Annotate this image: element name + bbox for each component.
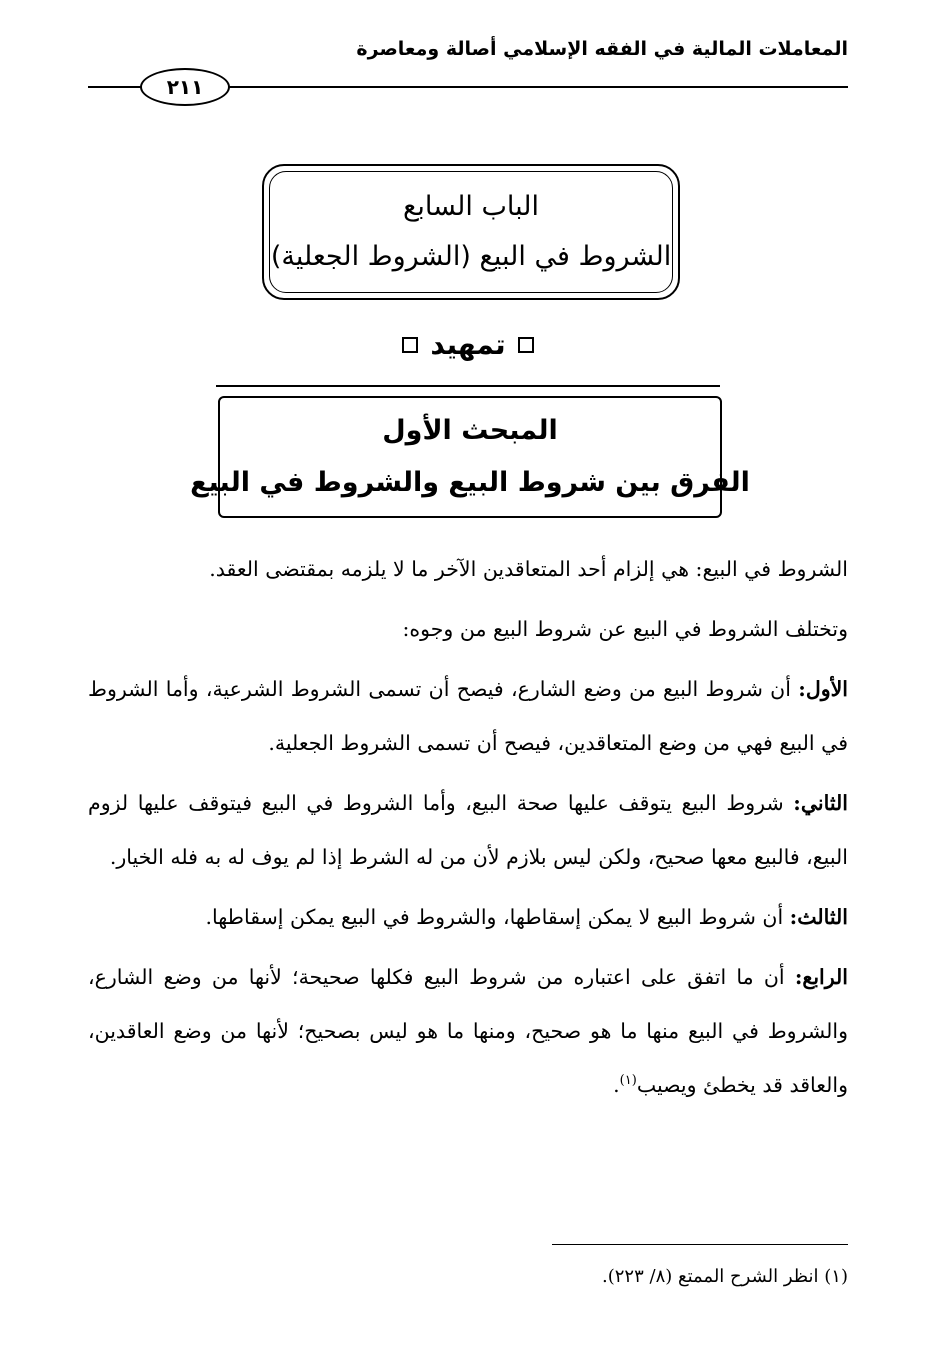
footnote-rule: [552, 1244, 848, 1245]
point-lead: الثالث:: [789, 905, 848, 929]
point-text: أن شروط البيع من وضع الشارع، فيصح أن تسمى الشروط الشرعية، وأما الشروط في البيع فهي من وضع المتعاقدين، فيصح أن تسمى الشروط الجعلية.: [88, 677, 848, 755]
definition-paragraph: الشروط في البيع: هي إلزام أحد المتعاقدين الآخر ما لا يلزمه بمقتضى العقد.: [209, 557, 848, 581]
square-bullet-icon: [518, 337, 534, 353]
point-text: أن شروط البيع لا يمكن إسقاطها، والشروط في البيع يمكن إسقاطها.: [205, 905, 790, 929]
intro-label: تمهيد: [430, 328, 506, 361]
square-bullet-icon: [402, 337, 418, 353]
point-text: شروط البيع يتوقف عليها صحة البيع، وأما الشروط في البيع فيتوقف عليها لزوم البيع، فالبيع معها صحيح، ولكن ليس بلازم لأن من له الشرط إذا لم يوف له به فله الخيار.: [88, 791, 848, 869]
section-title: الفرق بين شروط البيع والشروط في البيع: [190, 467, 750, 498]
body-text: [88, 542, 848, 1118]
point-end: .: [613, 1073, 620, 1097]
chapter-title: الشروط في البيع (الشروط الجعلية): [270, 241, 672, 272]
footnote-reference[interactable]: (١): [619, 1073, 637, 1089]
chapter-label: الباب السابع: [402, 191, 540, 222]
point-lead: الثاني:: [793, 791, 848, 815]
section-heading-box: [190, 396, 750, 518]
point-lead: الرابع:: [794, 965, 848, 989]
section-rule: [216, 385, 720, 387]
point-lead: الأول:: [798, 677, 848, 701]
chapter-heading-inner-frame: [269, 171, 673, 293]
point-paragraph-fourth: [88, 950, 848, 1112]
section-label: المبحث الأول: [382, 415, 558, 446]
page-number: ٢١١: [140, 68, 230, 106]
intro-paragraph: وتختلف الشروط في البيع عن شروط البيع من وجوه:: [402, 617, 848, 641]
intro-heading: [300, 328, 636, 361]
point-paragraph-second: [88, 776, 848, 884]
chapter-heading-box: [262, 164, 680, 300]
point-paragraph-third: [88, 890, 848, 944]
running-title: المعاملات المالية في الفقه الإسلامي أصالة ومعاصرة: [356, 38, 848, 60]
footnote: (١) انظر الشرح الممتع (٨/ ٢٢٣).: [602, 1266, 848, 1287]
point-text: أن ما اتفق على اعتباره من شروط البيع فكلها صحيحة؛ لأنها من وضع الشارع، والشروط في البيع منها ما هو صحيح، ومنها ما هو ليس بصحيح؛ لأنها من وضع العاقدين، والعاقد قد يخطئ ويصيب: [88, 965, 848, 1097]
point-paragraph-first: [88, 662, 848, 770]
